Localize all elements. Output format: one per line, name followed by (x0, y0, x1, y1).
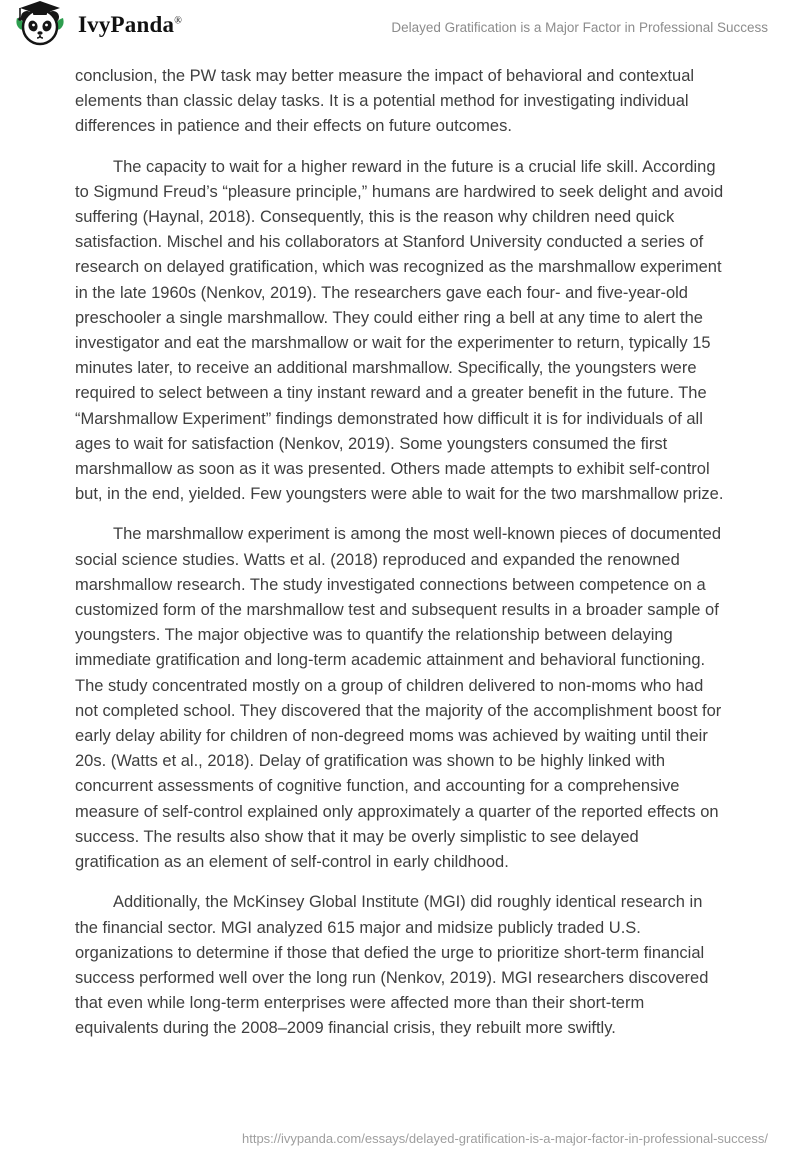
brand-logo (14, 0, 182, 52)
paragraph: The marshmallow experiment is among the most well-known pieces of documented social science studies. Watts et al. (2018) reproduced and expanded the renowned marshmallow research. The study investigated connections between competence on a customized form of the marshmallow test and subsequent results in a broader sample of youngsters. The major objective was to quantify the relationship between delaying immediate gratification and long-term academic attainment and behavioral functioning. The study concentrated mostly on a group of children delivered to non-moms who had not completed school. They discovered that the majority of the accomplishment boost for early delay ability for children of non-degreed moms was achieved by waiting until their 20s. (Watts et al., 2018). Delay of gratification was shown to be highly linked with concurrent assessments of cognitive function, and accounting for a comprehensive measure of self-control explained only approximately a quarter of the reported effects on success. The results also show that it may be overly simplistic to see delayed gratification as an element of self-control in early childhood. (75, 525, 722, 872)
paragraph: conclusion, the PW task may better measure the impact of behavioral and contextual elements than classic delay tasks. It is a potential method for investigating individual differences in patience and their effects on future outcomes. (75, 67, 695, 136)
paragraph: Additionally, the McKinsey Global Institute (MGI) did roughly identical research in the financial sector. MGI analyzed 615 major and midsize publicly traded U.S. organizations to determine if those that defied the urge to prioritize short-term financial success performed well over the long run (Nenkov, 2019). MGI researchers discovered that even while long-term enterprises were affected more than their short-term equivalents during the 2008–2009 financial crisis, they rebuilt more swiftly. (75, 893, 709, 1038)
paragraph: The capacity to wait for a higher reward in the future is a crucial life skill. According to Sigmund Freud’s “pleasure principle,” humans are hardwired to seek delight and avoid suffering (Haynal, 2018). Consequently, this is the reason why children need quick satisfaction. Mischel and his collaborators at Stanford University conducted a series of research on delayed gratification, which was recognized as the marshmallow experiment in the late 1960s (Nenkov, 2019). The researchers gave each four- and five-year-old preschooler a single marshmallow. They could either ring a bell at any time to alert the investigator and eat the marshmallow or wait for the experimenter to return, typically 15 minutes later, to receive an additional marshmallow. Specifically, the youngsters were required to select between a tiny instant reward and a greater benefit in the future. The “Marshmallow Experiment” findings demonstrated how difficult it is for individuals of all ages to wait for satisfaction (Nenkov, 2019). Some youngsters consumed the first marshmallow as soon as it was presented. Others made attempts to exhibit self-control but, in the end, yielded. Few youngsters were able to wait for the two marshmallow prize. (75, 157, 724, 504)
page-header (0, 0, 800, 48)
document-title: Delayed Gratification is a Major Factor in Professional Success (391, 19, 768, 35)
brand-name: IvyPanda® (78, 12, 182, 37)
page-footer (32, 1131, 768, 1146)
ivypanda-panda-icon (14, 0, 66, 52)
essay-body (0, 48, 800, 1042)
registered-mark: ® (174, 15, 182, 27)
footer-url[interactable]: https://ivypanda.com/essays/delayed-gratification-is-a-major-factor-in-professional-success/ (242, 1131, 768, 1146)
